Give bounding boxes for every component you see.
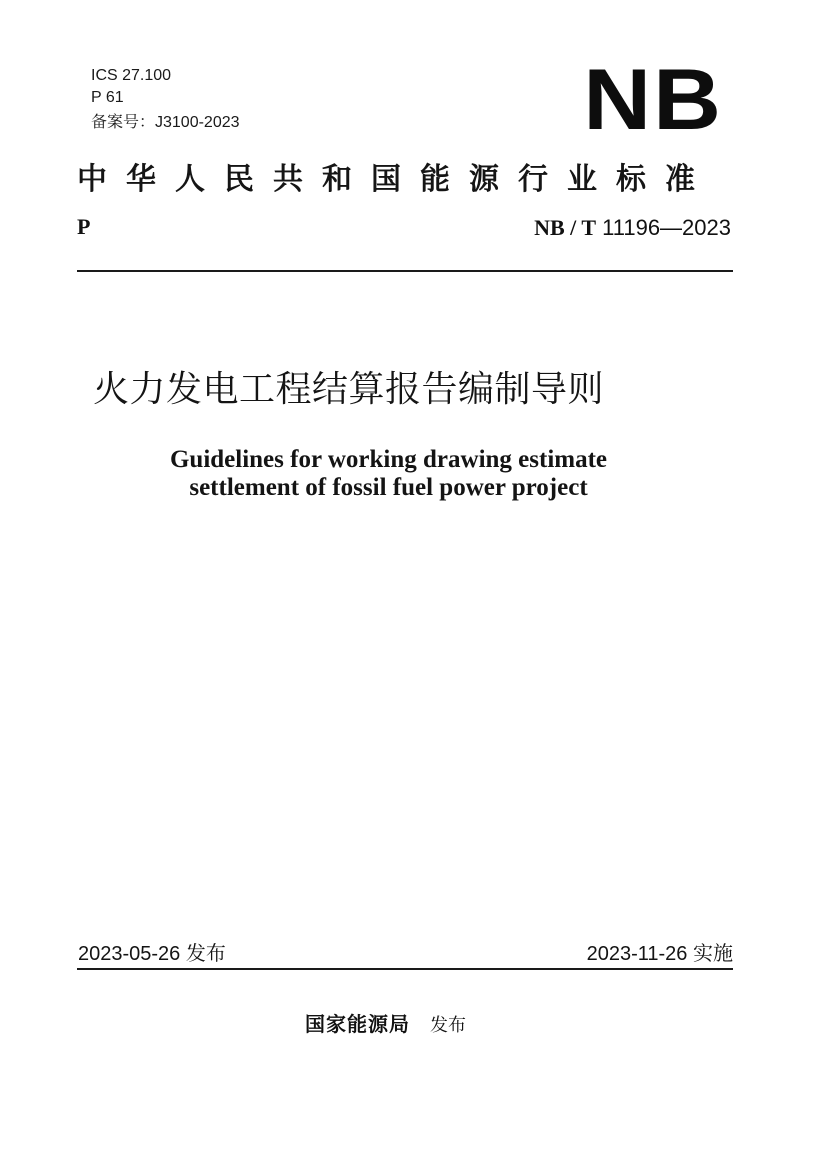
standard-category-heading: 中华人民共和国能源行业标准: [77, 162, 714, 197]
issuer: [305, 1010, 466, 1040]
title-english-line2: settlement of fossil fuel power project: [189, 474, 588, 501]
standard-number-prefix: NB / T: [534, 215, 597, 240]
top-divider: [77, 270, 733, 272]
bottom-divider: [77, 968, 733, 970]
classification-letter: P: [77, 214, 91, 239]
issuer-action: 发布: [430, 1015, 466, 1036]
standard-number: [534, 214, 731, 243]
classification-code: P 61: [91, 89, 124, 106]
title-english-line1: Guidelines for working drawing estimate: [169, 446, 608, 473]
title-chinese: 火力发电工程结算报告编制导则: [93, 369, 605, 410]
issue-date: 2023-05-26 发布: [78, 943, 226, 965]
implementation-date: 2023-11-26 实施: [586, 943, 733, 965]
ics-code: ICS 27.100: [91, 67, 172, 84]
standard-number-code: 11196—2023: [596, 215, 731, 240]
record-number: 备案号：J3100-2023: [91, 114, 240, 131]
nb-logo: NB: [583, 50, 723, 148]
issuer-name: 国家能源局: [305, 1012, 410, 1036]
